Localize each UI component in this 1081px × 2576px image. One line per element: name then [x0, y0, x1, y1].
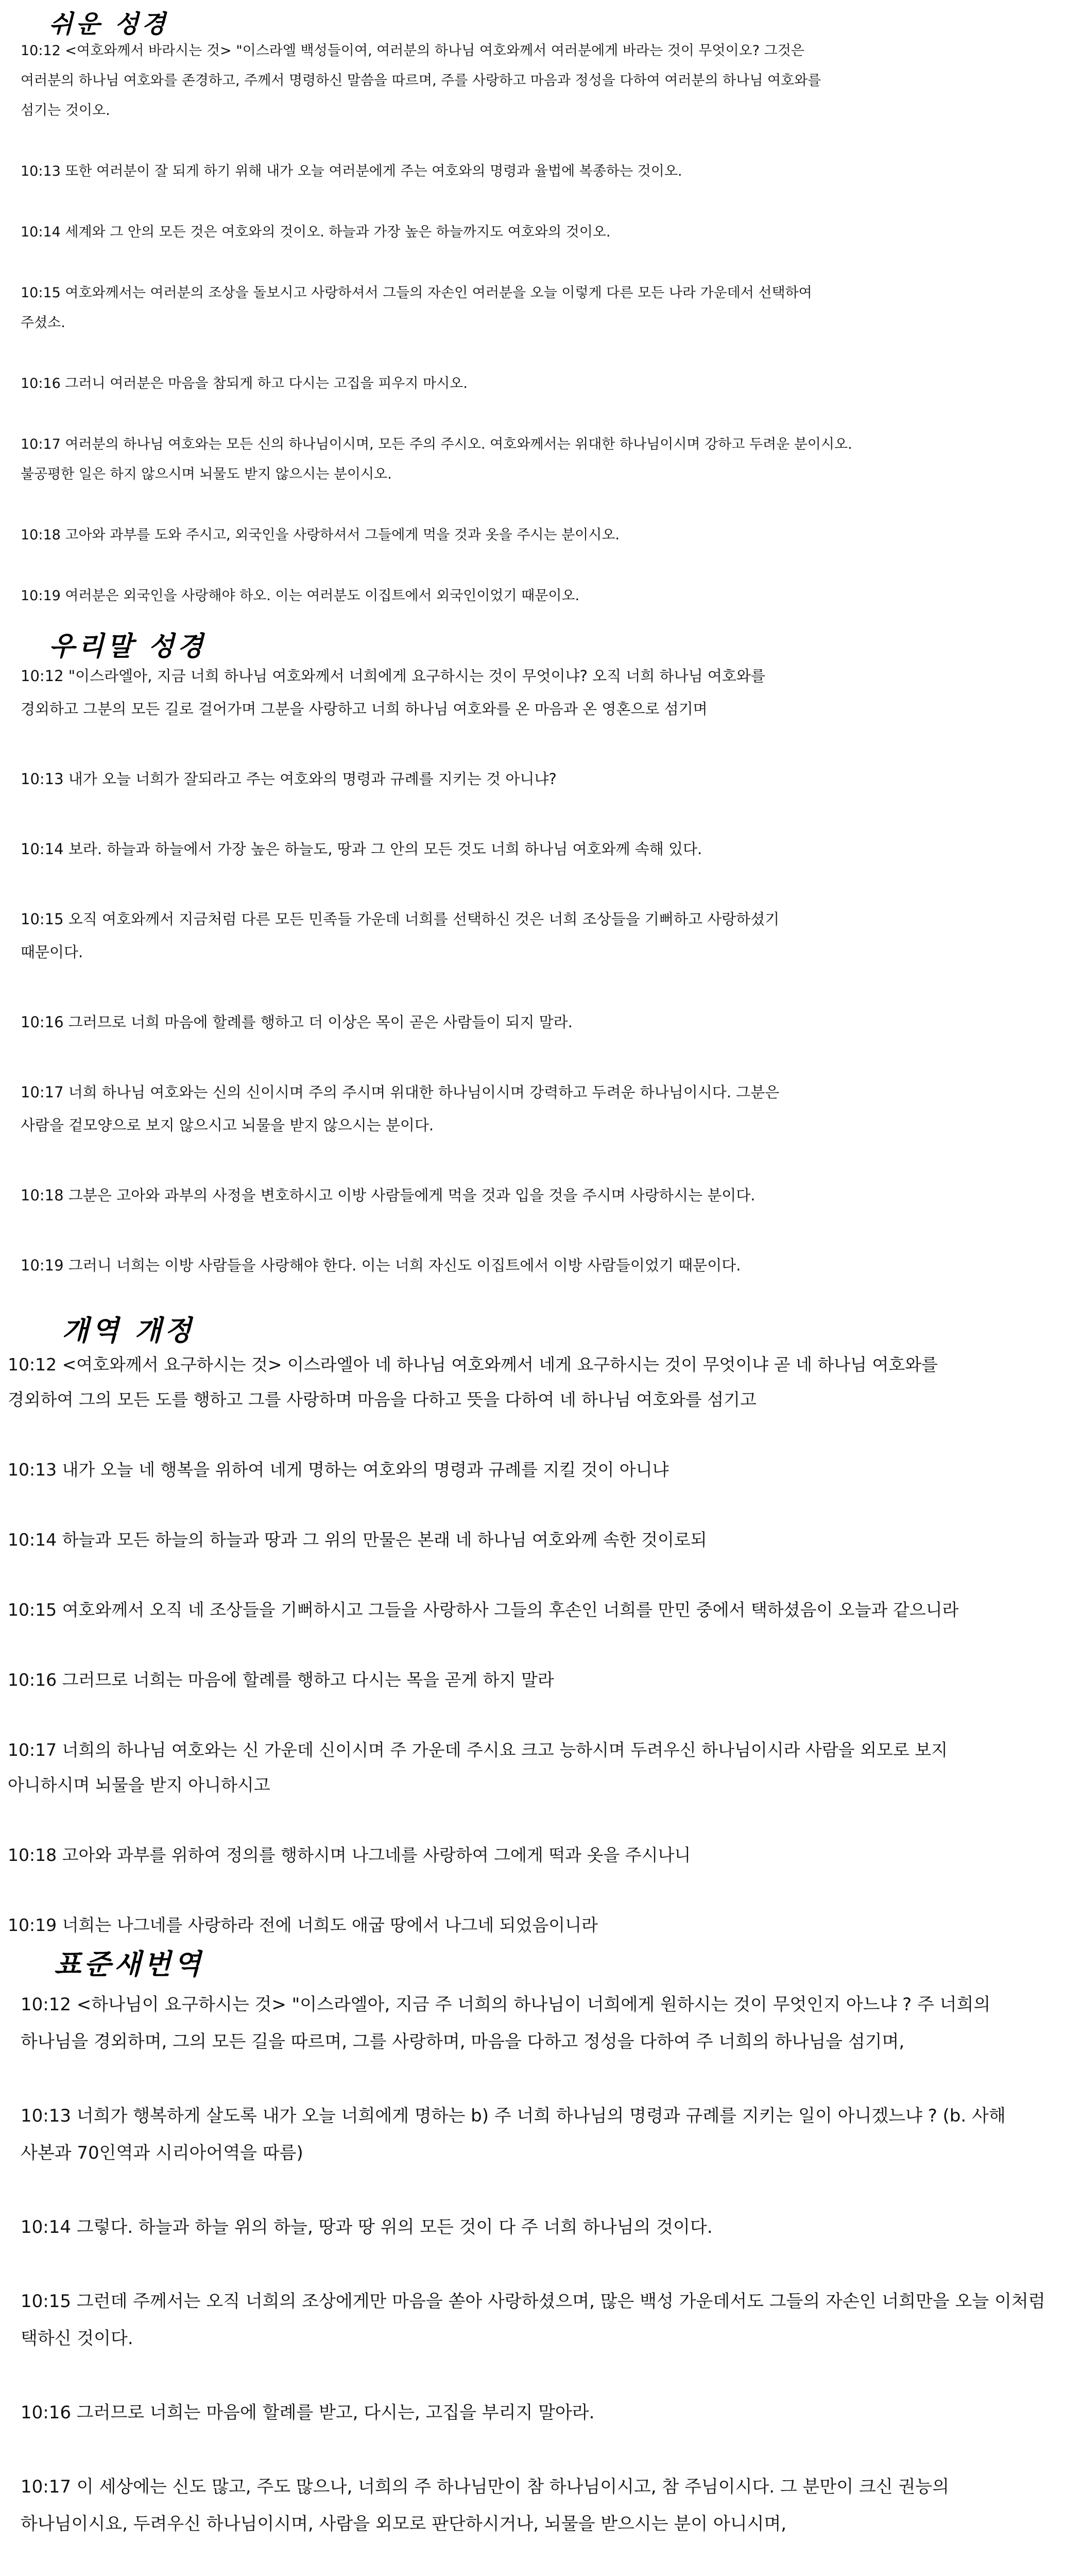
verse-10-18: 10:18 고아와 과부를 위하여 정의를 행하시며 나그네를 사랑하여 그에게 떡과 옷을 주시나니	[8, 1845, 691, 1865]
verse-list	[21, 659, 824, 1319]
verse-10-19: 10:19 그러니 너희는 이방 사람들을 사랑해야 한다. 이는 너희 자신도 이집트에서 이방 사람들이었기 때문이다.	[21, 1257, 741, 1274]
verse-10-14: 10:14 하늘과 모든 하늘의 하늘과 땅과 그 위의 만물은 본래 네 하나님 여호와께 속한 것이로되	[8, 1530, 707, 1550]
verse-10-14: 10:14 그렇다. 하늘과 하늘 위의 하늘, 땅과 땅 위의 모든 것이 다 주 너희 하나님의 것이다.	[21, 2217, 713, 2238]
verse-10-19: 10:19 너희는 나그네를 사랑하라 전에 너희도 애굽 땅에서 나그네 되었음이니라	[8, 1915, 598, 1935]
verse-10-15: 10:15 오직 여호와께서 지금처럼 다른 모든 민족들 가운데 너희를 선택하신 것은 너희 조상들을 기뻐하고 사랑하셨기 때문이다.	[21, 910, 780, 961]
verse-10-19: 10:19 여러분은 외국인을 사랑해야 하오. 이는 여러분도 이집트에서 외국인이었기 때문이오.	[21, 588, 580, 604]
verse-10-15: 10:15 여호와께서 오직 네 조상들을 기뻐하시고 그들을 사랑하사 그들의 후손인 너희를 만민 중에서 택하셨음이 오늘과 같으니라	[8, 1600, 959, 1620]
verse-10-15: 10:15 그런데 주께서는 오직 너희의 조상에게만 마음을 쏟아 사랑하셨으며, 많은 백성 가운데서도 그들의 자손인 너희만을 오늘 이처럼 택하신 것이다.	[21, 2291, 1045, 2349]
verse-10-13: 10:13 내가 오늘 너희가 잘되라고 주는 여호와의 명령과 규례를 지키는 것 아니냐?	[21, 770, 557, 788]
section-title: 쉬운 성경	[49, 10, 169, 39]
verse-10-12: 10:12 "이스라엘아, 지금 너희 하나님 여호와께서 너희에게 요구하시는 것이 무엇이냐? 오직 너희 하나님 여호와를 경외하고 그분의 모든 길로 걸어가며 그분을 사랑하고 너희 하나님 여호와를 온 마음과 온 영혼으로 섬기며	[21, 667, 765, 718]
verse-10-14: 10:14 보라. 하늘과 하늘에서 가장 높은 하늘도, 땅과 그 안의 모든 것도 너희 하나님 여호와께 속해 있다.	[21, 840, 702, 858]
verse-10-16: 10:16 그러므로 너희 마음에 할례를 행하고 더 이상은 목이 곧은 사람들이 되지 말라.	[21, 1013, 573, 1031]
section-easy-bible	[0, 0, 1081, 618]
verse-10-12: 10:12 <하나님이 요구하시는 것> "이스라엘아, 지금 주 너희의 하나님이 너희에게 원하시는 것이 무엇인지 아느냐 ? 주 너희의 하나님을 경외하며, 그의 모든 길을 따르며, 그를 사랑하며, 마음을 다하고 정성을 다하여 주 너희의 하나님을 섬기며,	[21, 1994, 991, 2052]
section-title: 표준새번역	[54, 1947, 204, 1980]
verse-10-12: 10:12 <여호와께서 요구하시는 것> 이스라엘아 네 하나님 여호와께서 네게 요구하시는 것이 무엇이냐 곧 네 하나님 여호와를 경외하여 그의 모든 도를 행하고 그를 사랑하며 마음을 다하고 뜻을 다하여 네 하나님 여호와를 섬기고	[8, 1354, 938, 1410]
verse-10-12: 10:12 <여호와께서 바라시는 것> "이스라엘 백성들이여, 여러분의 하나님 여호와께서 여러분에게 바라는 것이 무엇이오? 그것은 여러분의 하나님 여호와를 존경하고, 주께서 명령하신 말씀을 따르며, 주를 사랑하고 마음과 정성을 다하여 여러분의 하나님 여호와를 섬기는 것이오.	[21, 43, 821, 118]
verse-10-18: 10:18 그분은 고아와 과부의 사정을 변호하시고 이방 사람들에게 먹을 것과 입을 것을 주시며 사랑하시는 분이다.	[21, 1187, 756, 1204]
section-title: 개역 개정	[62, 1314, 195, 1347]
verse-10-17: 10:17 너희의 하나님 여호와는 신 가운데 신이시며 주 가운데 주시요 크고 능하시며 두려우신 하나님이시라 사람을 외모로 보지 아니하시며 뇌물을 받지 아니하시고	[8, 1740, 948, 1795]
verse-10-18: 10:18 고아와 과부를 도와 주시고, 외국인을 사랑하셔서 그들에게 먹을 것과 옷을 주시는 분이시오.	[21, 527, 620, 543]
section-title: 우리말 성경	[49, 631, 207, 662]
verse-10-13: 10:13 너희가 행복하게 살도록 내가 오늘 너희에게 명하는 b) 주 너희 하나님의 명령과 규례를 지키는 일이 아니겠느냐 ? (b. 사해 사본과 70인역과 시리아어역을 따름)	[21, 2106, 1006, 2163]
verse-10-16: 10:16 그러므로 너희는 마음에 할례를 행하고 다시는 목을 곧게 하지 말라	[8, 1670, 554, 1690]
verse-10-13: 10:13 내가 오늘 네 행복을 위하여 네게 명하는 여호와의 명령과 규례를 지킬 것이 아니냐	[8, 1460, 669, 1480]
verse-10-16: 10:16 그러므로 너희는 마음에 할례를 받고, 다시는, 고집을 부리지 말아라.	[21, 2402, 595, 2423]
verse-list	[8, 1347, 1002, 1978]
verse-10-16: 10:16 그러니 여러분은 마음을 참되게 하고 다시는 고집을 피우지 마시오.	[21, 376, 468, 392]
verse-list	[21, 36, 855, 642]
section-standard-new-translation	[0, 1942, 1081, 2576]
verse-10-14: 10:14 세계와 그 안의 모든 것은 여호와의 것이오. 하늘과 가장 높은 하늘까지도 여호와의 것이오.	[21, 224, 611, 240]
verse-10-17: 10:17 너희 하나님 여호와는 신의 신이시며 주의 주시며 위대한 하나님이시며 강력하고 두려운 하나님이시다. 그분은 사람을 겉모양으로 보지 않으시고 뇌물을 받지 않으시는 분이다.	[21, 1083, 780, 1134]
verse-list	[21, 1986, 1056, 2576]
verse-10-13: 10:13 또한 여러분이 잘 되게 하기 위해 내가 오늘 여러분에게 주는 여호와의 명령과 율법에 복종하는 것이오.	[21, 163, 682, 179]
verse-10-15: 10:15 여호와께서는 여러분의 조상을 돌보시고 사랑하셔서 그들의 자손인 여러분을 오늘 이렇게 다른 모든 나라 가운데서 선택하여 주셨소.	[21, 285, 812, 331]
section-woorimal-bible	[0, 618, 1081, 1298]
verse-10-17: 10:17 여러분의 하나님 여호와는 모든 신의 하나님이시며, 모든 주의 주시오. 여호와께서는 위대한 하나님이시며 강하고 두려운 분이시오. 불공평한 일은 하지 않으시며 뇌물도 받지 않으시는 분이시오.	[21, 436, 852, 482]
verse-10-17: 10:17 이 세상에는 신도 많고, 주도 많으나, 너희의 주 하나님만이 참 하나님이시고, 참 주님이시다. 그 분만이 크신 권능의 하나님이시요, 두려우신 하나님이시며, 사람을 외모로 판단하시거나, 뇌물을 받으시는 분이 아니시며,	[21, 2477, 949, 2534]
section-revised-korean	[0, 1298, 1081, 1942]
